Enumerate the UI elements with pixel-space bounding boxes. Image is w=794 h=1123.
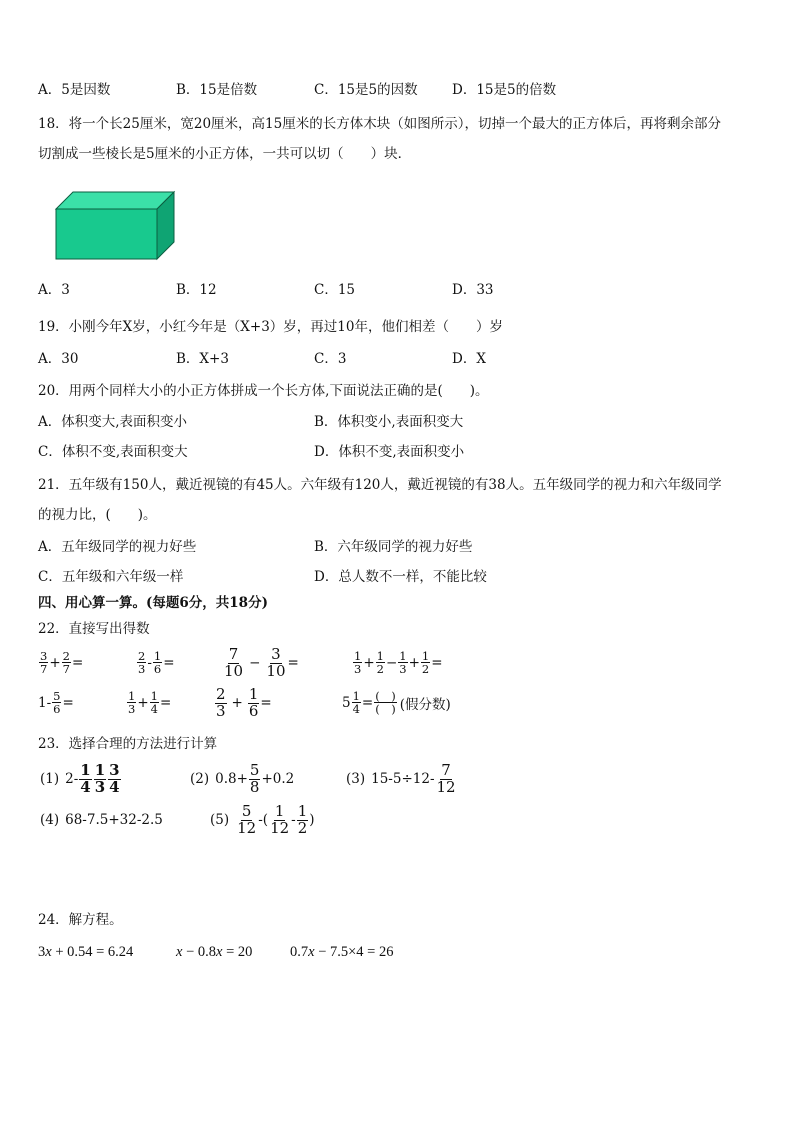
q18-option-b: B．12	[176, 282, 217, 298]
q19-option-d: D．X	[452, 351, 486, 367]
q17-option-a: A．5是因数	[38, 82, 111, 98]
q21-text-line2: 的视力比，( )。	[38, 507, 157, 523]
q23-title: 23．选择合理的方法进行计算	[38, 736, 218, 752]
q21-option-c: C．五年级和六年级一样	[38, 569, 184, 585]
q20-option-d: D．体积不变,表面积变小	[314, 444, 465, 460]
q18-option-a: A．3	[38, 282, 70, 298]
q20-option-a: A．体积变大,表面积变小	[38, 414, 188, 430]
q22-expr-6: $\frac{1}{3}$ + $\frac{1}{4}$ =	[128, 689, 172, 717]
q19-option-b: B．X+3	[176, 351, 229, 367]
q24-equation-3: 0.7 x − 7.5×4 = 26	[290, 944, 394, 960]
q17-option-b: B．15是倍数	[176, 82, 258, 98]
q19-option-c: C．3	[314, 351, 347, 367]
q24-equation-1: 3 x + 0.54 = 6.24	[38, 944, 134, 960]
q18-text-line1: 18．将一个长25厘米，宽20厘米，高15厘米的长方体木块（如图所示），切掉一个最大的正方体后，再将剩余部分	[38, 116, 721, 132]
q17-option-d: D．15是5的倍数	[452, 82, 557, 98]
q23-problem-4: (4) 68-7.5+32-2.5	[40, 812, 163, 828]
q24-title: 24．解方程。	[38, 912, 123, 928]
q22-expr-3: $\frac{7}{10}$ − $\frac{3}{10}$ =	[224, 645, 299, 680]
cuboid-front-face	[56, 209, 157, 259]
section-title: 四、用心算一算。(每题6分，共18分)	[38, 595, 268, 611]
q23-problem-3: (3) 15-5÷12- $\frac{7}{12}$	[346, 761, 456, 796]
q23-problem-5: (5) $\frac{5}{12}$ -( $\frac{1}{12}$ - $\frac{1}{2}$ )	[210, 802, 315, 837]
q22-expr-2: $\frac{2}{3}$ - $\frac{1}{6}$ =	[138, 649, 175, 677]
q17-option-c: C．15是5的因数	[314, 82, 418, 98]
q22-expr-8: 5 $\frac{1}{4}$ = $\frac{( )}{( )}$ (假分数)	[342, 689, 451, 717]
q20-text: 20．用两个同样大小的小正方体拼成一个长方体,下面说法正确的是( )。	[38, 383, 489, 399]
q20-option-c: C．体积不变,表面积变大	[38, 444, 188, 460]
q23-problem-1: (1) 2- $\frac{1}{4}$ $\frac{1}{3}$ $\frac{3}{4}$	[40, 761, 120, 796]
cuboid-figure	[54, 190, 178, 262]
q22-expr-4: $\frac{1}{3}$ + $\frac{1}{2}$ − $\frac{1}{3}$ + $\frac{1}{2}$ =	[354, 649, 443, 677]
q21-option-b: B．六年级同学的视力好些	[314, 539, 473, 555]
q18-option-d: D．33	[452, 282, 494, 298]
q18-text-line2: 切割成一些棱长是5厘米的小正方体，一共可以切（ ）块．	[38, 146, 412, 162]
cuboid-top-face	[56, 192, 174, 209]
q22-expr-1: $\frac{3}{7}$ + $\frac{2}{7}$ =	[40, 649, 84, 677]
q21-text-line1: 21．五年级有150人，戴近视镜的有45人。六年级有120人，戴近视镜的有38人。五年级同学的视力和六年级同学	[38, 477, 722, 493]
q24-equation-2: x − 0.8 x = 20	[176, 944, 253, 960]
q19-text: 19．小刚今年X岁，小红今年是（X+3）岁，再过10年，他们相差（ ）岁	[38, 319, 503, 335]
q21-option-d: D．总人数不一样，不能比较	[314, 569, 487, 585]
q22-expr-5: 1- $\frac{5}{6}$ =	[38, 689, 74, 717]
q22-expr-7: $\frac{2}{3}$ + $\frac{1}{6}$ =	[216, 685, 272, 720]
q23-problem-2: (2) 0.8+ $\frac{5}{8}$ +0.2	[190, 761, 295, 796]
q18-option-c: C．15	[314, 282, 356, 298]
q20-option-b: B．体积变小,表面积变大	[314, 414, 464, 430]
q21-option-a: A．五年级同学的视力好些	[38, 539, 197, 555]
q19-option-a: A．30	[38, 351, 79, 367]
q22-title: 22．直接写出得数	[38, 621, 150, 637]
